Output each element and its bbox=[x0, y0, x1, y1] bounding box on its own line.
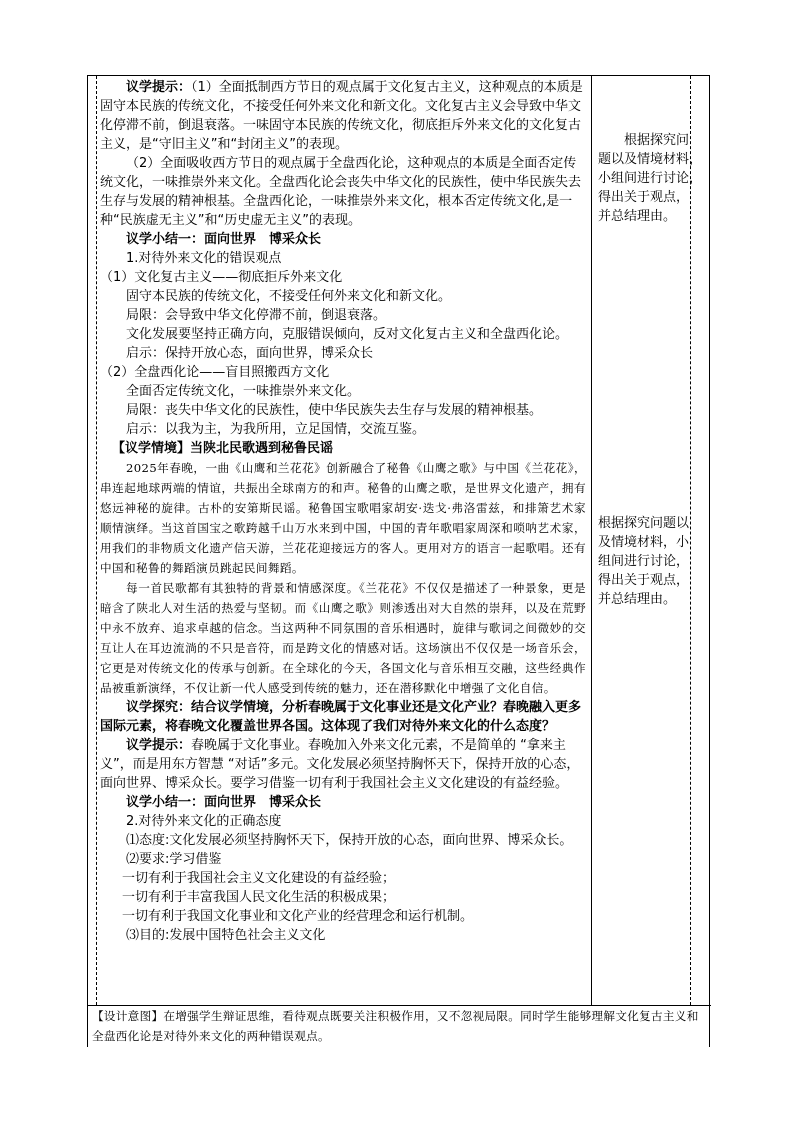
side-note-line: 根据探究问 bbox=[624, 133, 690, 148]
story-paragraph-2: 每一首民歌都有其独特的背景和情感深度。《兰花花》不仅仅是描述了一种景象，更是暗含了陕北人对生活的热爱与坚韧。而《山鹰之歌》则渗透出对大自然的崇拜，以及在荒野中永不放弃、追求卓越的信念。当这两种不同氛围的音乐相遇时，旋律与歌词之间微妙的交互让人在耳边流淌的不只是音符，而是跨文化的情感对话。这场演出不仅仅是一场音乐会，它更是对传统文化的传承与创新。在全球化的今天，各国文化与音乐相互交融，这些经典作品被重新演绎，不仅让新一代人感受到传统的魅力，还在潜移默化中增强了文化自信。 bbox=[100, 581, 586, 695]
side-note-line: 得出关于观点， bbox=[598, 573, 690, 588]
summary-text: 局限：会导致中华文化停滞不前，倒退衰落。 bbox=[126, 308, 387, 323]
summary-text: ⑵要求:学习借鉴 bbox=[126, 852, 222, 867]
design-intent: 【设计意图】在增强学生辩证思维，看待观点既要关注积极作用，又不忽视局限。同时学生能够理解文化复古主义和全盘西化论是对待外来文化的两种错误观点。 bbox=[92, 1009, 699, 1043]
side-note-1 bbox=[598, 131, 702, 226]
hint-paragraph-3: 议学提示：春晚属于文化事业。春晚加入外来文化元素，不是简单的 “拿来主义”，而是用东方智慧 “对话”多元。文化发展必须坚持胸怀天下，保持开放的心态，面向世界、博采众长。要学习借鉴一切有利于我国社会主义文化建设的有益经验。 bbox=[100, 738, 580, 791]
summary-text: 文化发展要坚持正确方向，克服错误倾向，反对文化复古主义和全盘西化论。 bbox=[126, 327, 569, 342]
summary-text: 局限：丧失中华文化的民族性，使中华民族失去生存与发展的精神根基。 bbox=[126, 403, 543, 418]
column-divider bbox=[591, 76, 592, 1005]
summary-title-2: 议学小结一：面向世界 博采众长 bbox=[126, 795, 322, 810]
main-content-cell bbox=[100, 78, 586, 945]
side-note-line: 及情境材料，小 bbox=[598, 535, 690, 550]
summary-title-1: 议学小结一：面向世界 博采众长 bbox=[126, 232, 322, 247]
side-note-line: 并总结理由。 bbox=[598, 209, 677, 224]
summary-item-b: （2）全盘西化论——盲目照搬西方文化 bbox=[100, 365, 330, 380]
side-note-line: 得出关于观点， bbox=[598, 190, 690, 205]
story-paragraph-1: 2025年春晚，一曲《山鹰和兰花花》创新融合了秘鲁《山鹰之歌》与中国《兰花花》，串连起地球两端的情谊，共振出全球南方的和声。秘鲁的山鹰之歌，是世界文化遗产，拥有悠远神秘的旋律。古朴的安第斯民谣。秘鲁国宝歌唱家胡安·迭戈·弗洛雷兹，和排箫艺术家顺情演绎。当这首国宝之歌跨越千山万水来到中国，中国的青年歌唱家周深和唢呐艺术家，用我们的非物质文化遗产信天游，兰花花迎接远方的客人。更用对方的语言一起歌唱。还有中国和秘鲁的舞蹈演员跳起民间舞蹈。 bbox=[100, 461, 586, 575]
summary-text: ⑶目的:发展中国特色社会主义文化 bbox=[126, 928, 326, 943]
summary-text: 启示：以我为主，为我所用，立足国情，交流互鉴。 bbox=[126, 422, 426, 437]
hint-paragraph-1: 议学提示：（1）全面抵制西方节日的观点属于文化复古主义，这种观点的本质是固守本民族的传统文化，不接受任何外来文化和新文化。文化复古主义会导致中华文化停滞不前，倒退衰落。一味固守本民族的传统文化，彻底拒斥外来文化的文化复古主义，是“守旧主义”和“封闭主义”的表现。 bbox=[100, 80, 583, 152]
side-note-line: 小组间进行讨论， bbox=[598, 171, 703, 186]
summary-item-a: （1）文化复古主义——彻底拒斥外来文化 bbox=[100, 270, 343, 285]
side-note-line: 题以及情境材料， bbox=[598, 152, 703, 167]
side-note-2 bbox=[598, 514, 689, 609]
summary-text: 启示：保持开放心态，面向世界，博采众长 bbox=[126, 346, 374, 361]
summary-heading-2: 2.对待外来文化的正确态度 bbox=[126, 814, 282, 829]
summary-text: 一切有利于丰富我国人民文化生活的积极成果； bbox=[122, 890, 396, 905]
side-note-line: 组间进行讨论， bbox=[598, 554, 690, 569]
summary-heading-1: 1.对待外来文化的错误观点 bbox=[126, 251, 282, 266]
summary-text: 一切有利于我国文化事业和文化产业的经营理念和运行机制。 bbox=[122, 909, 474, 924]
summary-text: ⑴态度:文化发展必须坚持胸怀天下，保持开放的心态，面向世界、博采众长。 bbox=[126, 833, 573, 848]
hint-paragraph-2: （2）全面吸收西方节日的观点属于全盘西化论，这种观点的本质是全面否定传统文化，一味推崇外来文化。全盘西化论会丧失中华文化的民族性，使中华民族失去生存与发展的精神根基。全盘西化论，一味推崇外来文化，根本否定传统文化,是一种“民族虚无主义”和“历史虚无主义”的表现。 bbox=[100, 156, 582, 228]
situation-title: 【议学情境】当陕北民歌遇到秘鲁民谣 bbox=[112, 441, 334, 456]
lesson-table bbox=[87, 75, 710, 1047]
summary-text: 一切有利于我国社会主义文化建设的有益经验； bbox=[122, 871, 396, 886]
inquiry-question: 议学探究：结合议学情境，分析春晚属于文化事业还是文化产业？春晚融入更多国际元素，将春晚文化覆盖世界各国。这体现了我们对待外来文化的什么态度？ bbox=[100, 700, 582, 734]
side-note-line: 并总结理由。 bbox=[598, 592, 677, 607]
side-note-line: 根据探究问题以 bbox=[598, 516, 690, 531]
summary-text: 全面否定传统文化，一味推崇外来文化。 bbox=[126, 384, 361, 399]
summary-text: 固守本民族的传统文化，不接受任何外来文化和新文化。 bbox=[126, 289, 452, 304]
